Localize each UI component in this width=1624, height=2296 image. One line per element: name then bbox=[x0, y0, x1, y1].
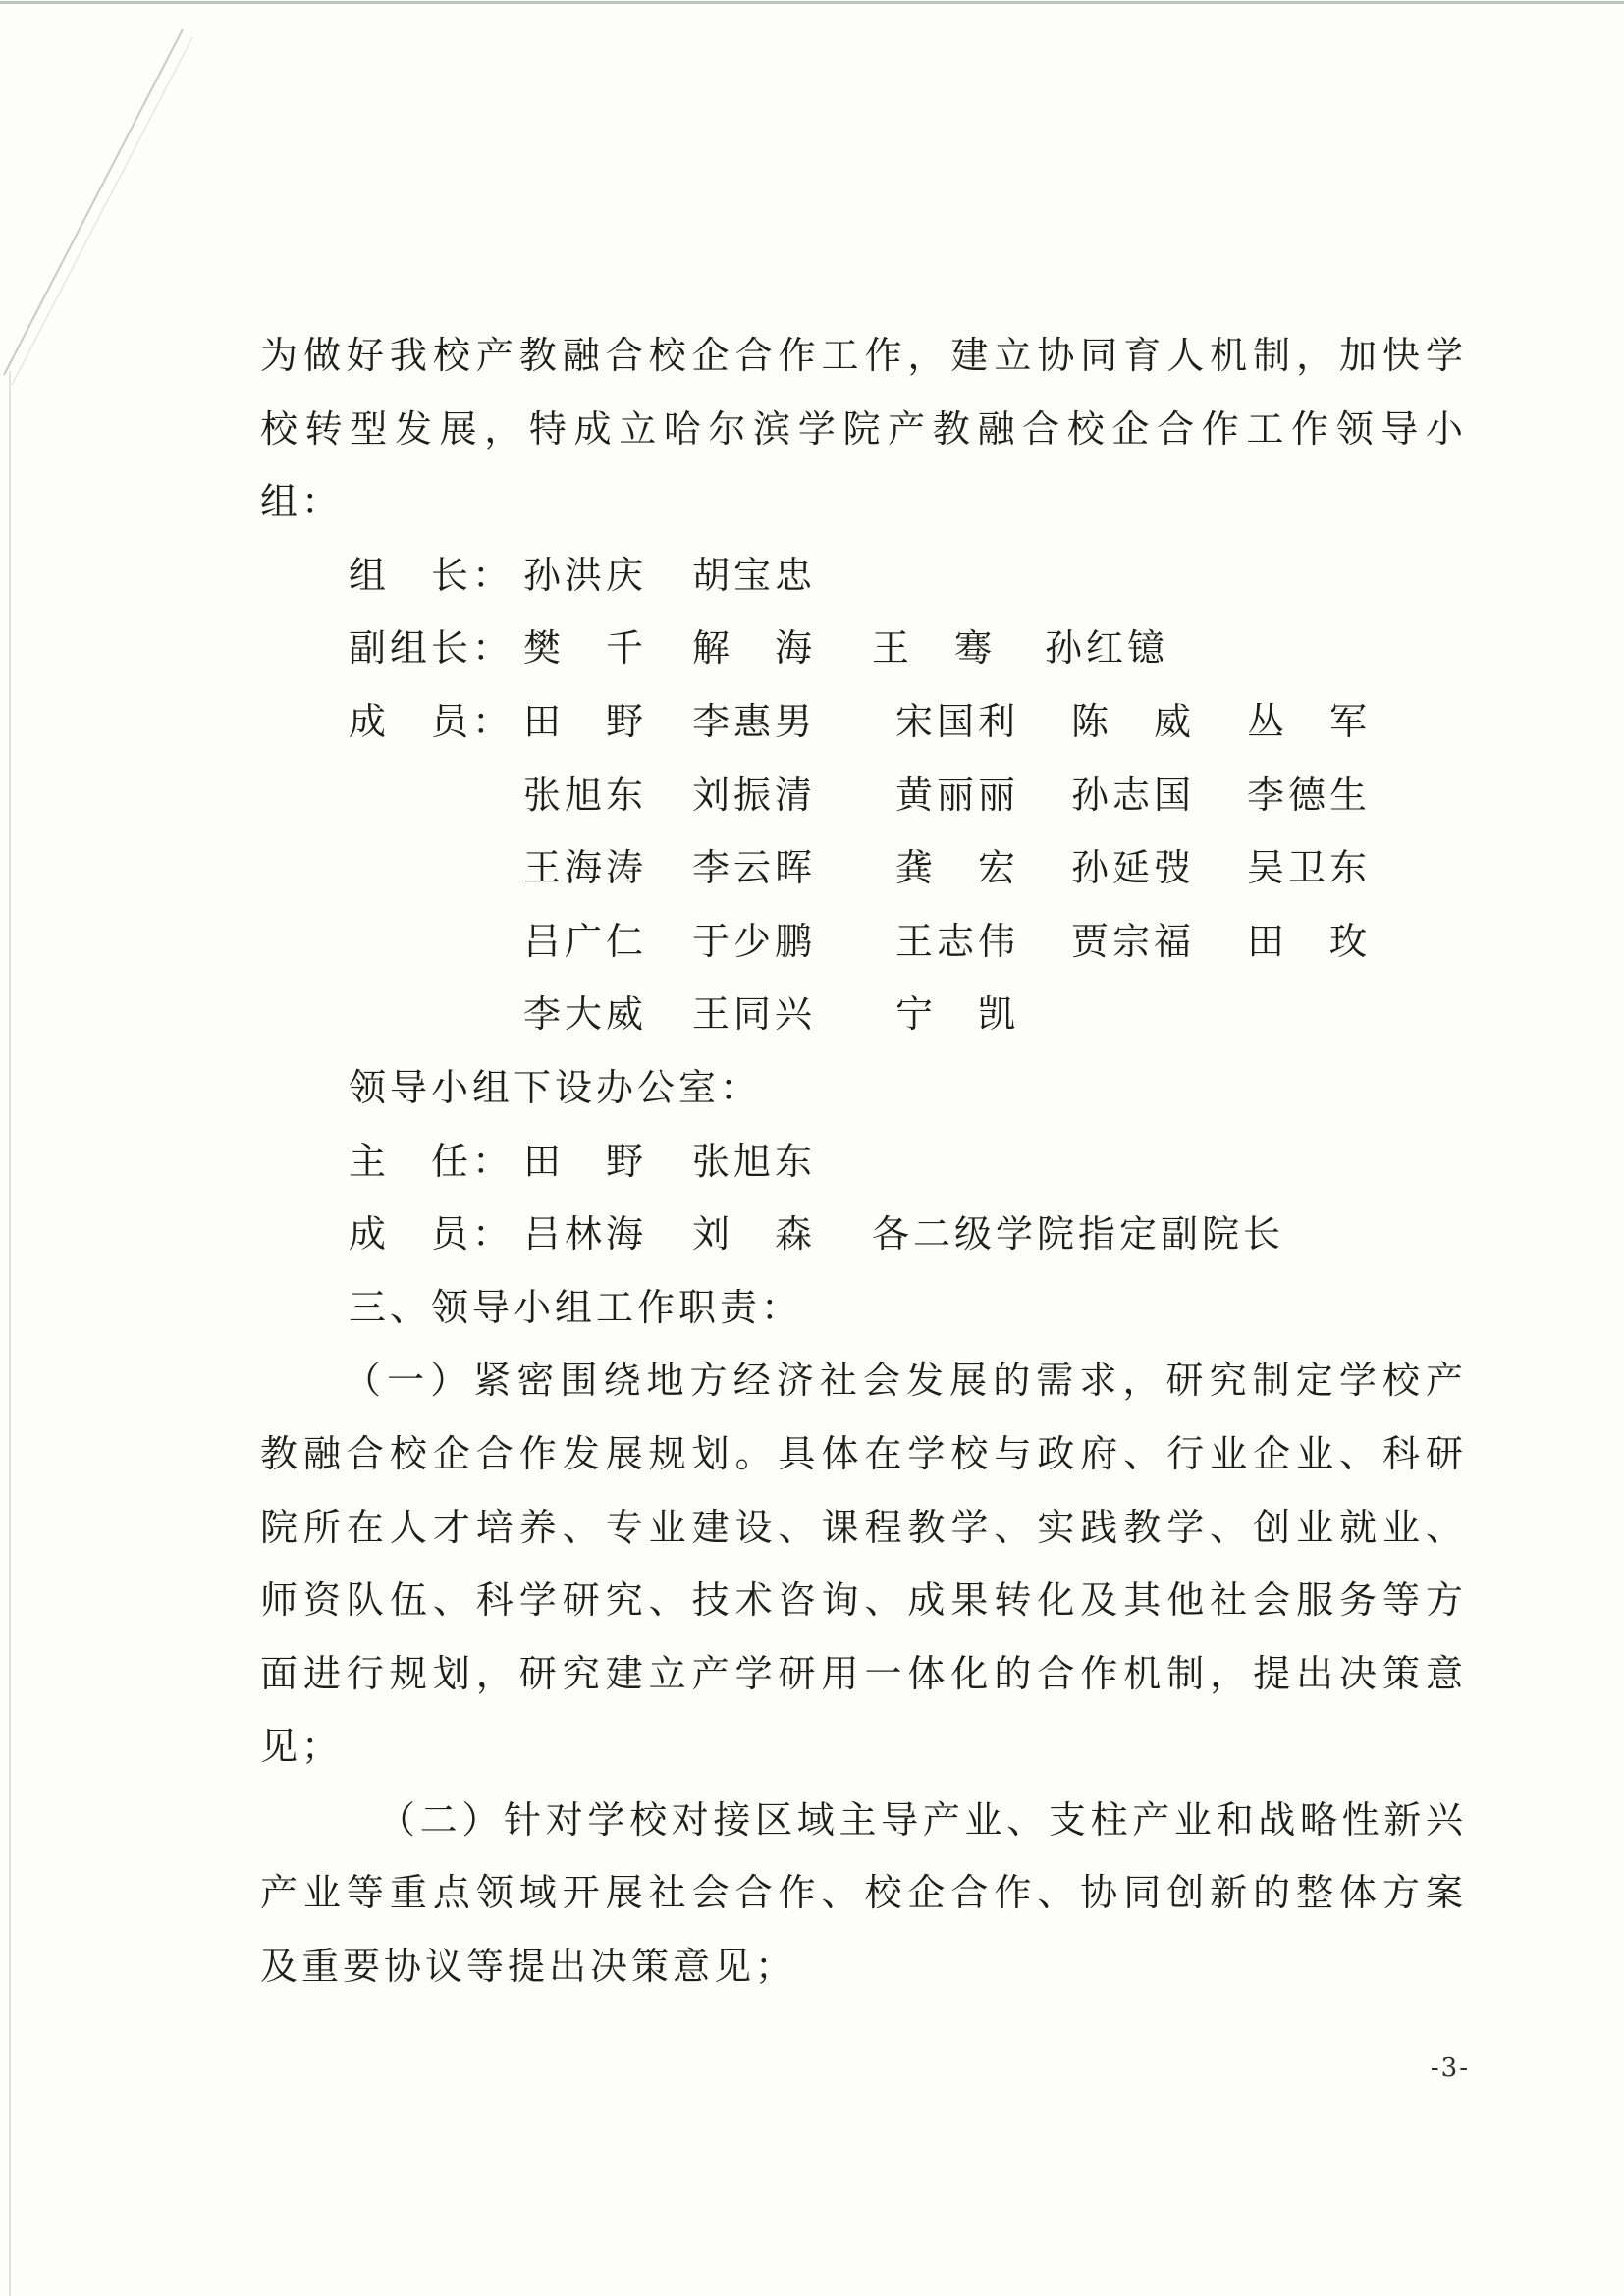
member-name: 陈 威 bbox=[1071, 699, 1196, 743]
intro-line: 校转型发展，特成立哈尔滨学院产教融合校企合作工作领导小 bbox=[260, 406, 1463, 451]
scan-left-edge bbox=[9, 371, 11, 2296]
member-name: 解 海 bbox=[692, 626, 817, 670]
document-body bbox=[260, 319, 1463, 2003]
role-label-members: 成 员： bbox=[349, 699, 514, 743]
roster-row-members-cont bbox=[260, 759, 1463, 832]
duty-line: 面进行规划，研究建立产学研用一体化的合作机制，提出决策意 bbox=[260, 1651, 1463, 1695]
member-name: 王志伟 bbox=[895, 919, 1020, 963]
member-name: 张旭东 bbox=[692, 1139, 817, 1183]
member-name: 贾宗福 bbox=[1071, 919, 1196, 963]
duty-line: 师资队伍、科学研究、技术咨询、成果转化及其他社会服务等方 bbox=[260, 1578, 1463, 1623]
duty-line: （一）紧密围绕地方经济社会发展的需求，研究制定学校产 bbox=[344, 1359, 1463, 1403]
member-name: 宁 凯 bbox=[895, 992, 1020, 1037]
member-name: 李惠男 bbox=[692, 699, 817, 743]
intro-line: 组： bbox=[260, 480, 344, 524]
member-name: 吕广仁 bbox=[523, 919, 648, 963]
member-name: 樊 千 bbox=[523, 626, 648, 670]
member-name: 孙红镱 bbox=[1045, 626, 1169, 670]
duty-line: 教融合校企合作发展规划。具体在学校与政府、行业企业、科研 bbox=[260, 1431, 1463, 1475]
member-name: 田 玫 bbox=[1247, 919, 1372, 963]
member-name: 李云晖 bbox=[692, 846, 817, 890]
member-name: 吴卫东 bbox=[1247, 846, 1372, 890]
member-name: 吕林海 bbox=[523, 1212, 648, 1256]
member-name: 王 骞 bbox=[872, 626, 997, 670]
member-name: 李德生 bbox=[1247, 773, 1372, 817]
roster-row-members bbox=[260, 685, 1463, 759]
member-name: 王海涛 bbox=[523, 846, 648, 890]
member-name: 于少鹏 bbox=[692, 919, 817, 963]
member-name: 黄丽丽 bbox=[895, 773, 1020, 817]
duty-line: 见； bbox=[260, 1725, 344, 1769]
duty-line: （二）针对学校对接区域主导产业、支柱产业和战略性新兴 bbox=[378, 1797, 1463, 1842]
page-number: -3- bbox=[1430, 2054, 1470, 2083]
member-name: 胡宝忠 bbox=[692, 553, 817, 597]
roster-row-leader bbox=[260, 539, 1463, 613]
roster-row-members-cont bbox=[260, 905, 1463, 979]
member-name: 李大威 bbox=[523, 992, 648, 1037]
member-name: 王同兴 bbox=[692, 992, 817, 1037]
member-name: 田 野 bbox=[523, 1139, 648, 1183]
member-name: 孙志国 bbox=[1071, 773, 1196, 817]
member-name: 宋国利 bbox=[895, 699, 1020, 743]
duty-line: 院所在人才培养、专业建设、课程教学、实践教学、创业就业、 bbox=[260, 1505, 1463, 1549]
office-row-director bbox=[260, 1125, 1463, 1199]
role-label-leader: 组 长： bbox=[349, 553, 514, 597]
member-name: 丛 军 bbox=[1247, 699, 1372, 743]
duty-line: 及重要协议等提出决策意见； bbox=[260, 1945, 797, 1989]
office-row-members bbox=[260, 1198, 1463, 1271]
office-heading: 领导小组下设办公室： bbox=[349, 1065, 762, 1109]
member-name: 田 野 bbox=[523, 699, 648, 743]
role-label-director: 主 任： bbox=[349, 1139, 514, 1183]
member-name: 刘 森 bbox=[692, 1212, 817, 1256]
roster-row-members-cont bbox=[260, 978, 1463, 1051]
member-name: 刘振清 bbox=[692, 773, 817, 817]
duty-line: 产业等重点领域开展社会合作、校企合作、协同创新的整体方案 bbox=[260, 1871, 1463, 1915]
member-name: 孙洪庆 bbox=[523, 553, 648, 597]
role-label-deputy: 副组长： bbox=[349, 626, 514, 670]
corner-fold-mark bbox=[0, 0, 255, 412]
member-name: 张旭东 bbox=[523, 773, 648, 817]
roster-row-deputy bbox=[260, 612, 1463, 685]
roster-row-members-cont bbox=[260, 831, 1463, 905]
member-name: 孙延弢 bbox=[1071, 846, 1196, 890]
role-label-office-members: 成 员： bbox=[349, 1212, 514, 1256]
member-name: 龚 宏 bbox=[895, 846, 1020, 890]
section-heading: 三、领导小组工作职责： bbox=[349, 1285, 803, 1329]
intro-line: 为做好我校产教融合校企合作工作，建立协同育人机制，加快学 bbox=[260, 334, 1463, 377]
member-name: 各二级学院指定副院长 bbox=[872, 1212, 1285, 1256]
